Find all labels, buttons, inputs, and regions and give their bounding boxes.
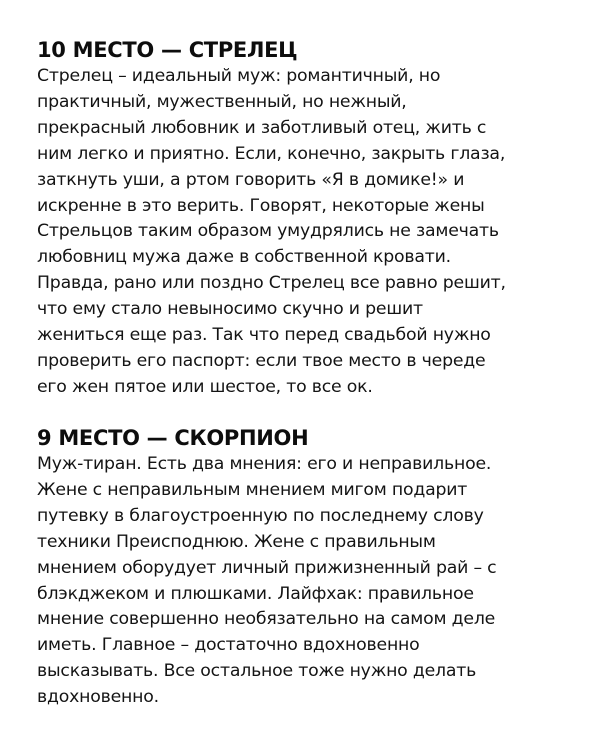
text-line: мнение совершенно необязательно на самом деле — [37, 609, 496, 630]
section-heading: 10 МЕСТО — СТРЕЛЕЦ — [37, 38, 298, 62]
section-body — [37, 64, 577, 401]
text-line: вдохновенно. — [37, 687, 159, 708]
text-line: Жене с неправильным мнением мигом подарит — [37, 479, 468, 500]
text-line: что ему стало невыносимо скучно и решит — [37, 299, 423, 320]
text-line: Муж-тиран. Есть два мнения: его и неправильное. — [37, 454, 492, 474]
section-body — [37, 452, 577, 711]
text-line: проверить его паспорт: если твое место в череде — [37, 350, 486, 371]
text-line: техники Преисподнюю. Жене с правильным — [37, 531, 436, 552]
text-line: мнением оборудует личный прижизненный рай – с — [37, 557, 497, 578]
text-line: путевку в благоустроенную по последнему слову — [37, 505, 484, 526]
section-heading: 9 МЕСТО — СКОРПИОН — [37, 426, 309, 450]
text-line: жениться еще раз. Так что перед свадьбой нужно — [37, 325, 491, 346]
section-sagittarius — [37, 36, 577, 401]
text-line: его жен пятое или шестое, то все ок. — [37, 376, 373, 397]
text-line: блэкджеком и плюшками. Лайфхак: правильное — [37, 583, 474, 604]
text-line: искренне в это верить. Говорят, некоторые жены — [37, 195, 485, 216]
text-line: высказывать. Все остальное тоже нужно делать — [37, 661, 477, 682]
text-line: практичный, мужественный, но нежный, — [37, 91, 407, 112]
text-line: ним легко и приятно. Если, конечно, закрыть глаза, — [37, 143, 506, 164]
section-scorpio — [37, 424, 577, 711]
text-line: любовниц мужа даже в собственной кровати. — [37, 247, 451, 268]
text-line: Стрелец – идеальный муж: романтичный, но — [37, 66, 441, 86]
text-line: Правда, рано или поздно Стрелец все равно решит, — [37, 273, 506, 294]
text-line: заткнуть уши, а ртом говорить «Я в домике!» и — [37, 169, 465, 190]
text-line: прекрасный любовник и заботливый отец, жить с — [37, 117, 487, 138]
text-line: Стрельцов таким образом умудрялись не замечать — [37, 221, 499, 242]
text-line: иметь. Главное – достаточно вдохновенно — [37, 635, 420, 656]
